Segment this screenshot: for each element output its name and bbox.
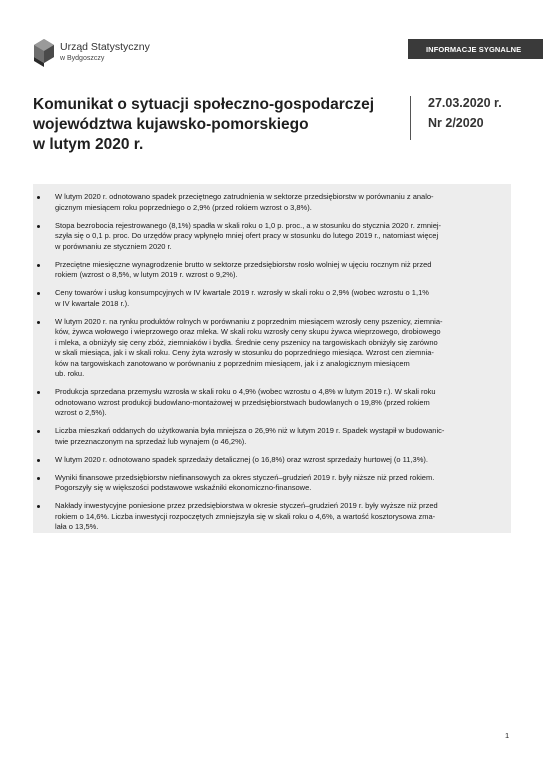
bullet-icon <box>37 391 40 394</box>
logo-text-line2: w Bydgoszczy <box>60 55 105 62</box>
list-item: Przeciętne miesięczne wynagrodzenie brutto w sektorze przedsiębiorstw rosło wolniej w ujęciu rocznym niż przed rokiem (wzrost o 8,5%, w lutym 2019 r. wzrost o 9,2%). <box>33 260 511 281</box>
list-item: W lutym 2020 r. odnotowano spadek sprzedaży detalicznej (o 16,8%) oraz wzrost sprzedaży hurtowej (o 11,3%). <box>33 455 511 466</box>
issue-number: Nr 2/2020 <box>428 116 484 130</box>
publication-date: 27.03.2020 r. <box>428 96 502 110</box>
list-item: Ceny towarów i usług konsumpcyjnych w IV kwartale 2019 r. wzrosły w skali roku o 2,9% (wobec wzrostu o 1,1% w IV kwartale 2018 r.). <box>33 288 511 309</box>
title-line-1: Komunikat o sytuacji społeczno-gospodarczej <box>33 96 375 113</box>
logo-icon <box>33 38 55 68</box>
title-line-2: województwa kujawsko-pomorskiego <box>33 116 309 133</box>
list-item: Produkcja sprzedana przemysłu wzrosła w skali roku o 4,9% (wobec wzrostu o 4,8% w lutym 2019 r.). W skali roku odnotowano wzrost produkcji budowlano-montażowej w przedsiębiorstwach budowlanych o 19,8% (przed rokiem wzrost o 2,5%). <box>33 387 511 419</box>
logo <box>33 38 183 74</box>
list-item: Wyniki finansowe przedsiębiorstw niefinansowych za okres styczeń–grudzień 2019 r. były niższe niż przed rokiem. Pogorszyły się w większości podstawowe wskaźniki ekonomiczno-finansowe. <box>33 473 511 494</box>
list-item: W lutym 2020 r. na rynku produktów rolnych w porównaniu z poprzednim miesiącem wzrosły ceny pszenicy, ziemnia- ków, żywca wołowego i wieprzowego oraz mleka. W skali roku wzrosły ceny skupu żywca wieprzowego, drobiowego i mleka, a obniżyły się ceny zbóż, ziemniaków i bydła. Średnie ceny pszenicy na targowiskach obniżyły się zarówno w skali miesiąca, jak i w skali roku. Ceny żyta wzrosły w stosunku do poprzedniego miesiąca. Wzrost cen ziemnia- ków na targowiskach zanotowano w porównaniu z poprzednim miesiącem, jak i z analogicznym miesiącem ub. roku. <box>33 317 511 380</box>
bullet-icon <box>37 321 40 324</box>
page-number: 1 <box>505 731 510 740</box>
header-tag: INFORMACJE SYGNALNE <box>408 39 543 59</box>
bullet-icon <box>37 505 40 508</box>
bullet-icon <box>37 292 40 295</box>
bullet-icon <box>37 264 40 267</box>
bullet-icon <box>37 430 40 433</box>
logo-text-line1: Urząd Statystyczny <box>60 41 150 53</box>
page-title <box>33 95 393 155</box>
bullet-icon <box>37 196 40 199</box>
summary-list <box>33 192 511 540</box>
list-item: W lutym 2020 r. odnotowano spadek przeciętnego zatrudnienia w sektorze przedsiębiorstw w porównaniu z analo- gicznym miesiącem roku poprzedniego o 2,9% (przed rokiem wzrost o 3,8%). <box>33 192 511 213</box>
bullet-icon <box>37 459 40 462</box>
list-item: Nakłady inwestycyjne poniesione przez przedsiębiorstwa w okresie styczeń–grudzień 2019 r. były wyższe niż przed rokiem o 14,6%. Liczba inwestycji rozpoczętych zmniejszyła się w skali roku o 4,6%, a wartość kosztorysowa zma- lała o 13,5%. <box>33 501 511 533</box>
bullet-icon <box>37 225 40 228</box>
list-item: Stopa bezrobocia rejestrowanego (8,1%) spadła w skali roku o 1,0 p. proc., a w stosunku do stycznia 2020 r. zmniej- szyła się o 0,1 p. proc. Do urzędów pracy wpłynęło mniej ofert pracy w stosunku do lutego 2019 r., natomiast więcej w porównaniu ze styczniem 2020 r. <box>33 221 511 253</box>
title-line-3: w lutym 2020 r. <box>33 136 144 153</box>
bullet-icon <box>37 477 40 480</box>
list-item: Liczba mieszkań oddanych do użytkowania była mniejsza o 26,9% niż w lutym 2019 r. Spadek wystąpił w budowanic- twie przeznaczonym na sprzedaż lub wynajem (o 46,2%). <box>33 426 511 447</box>
title-divider <box>410 96 411 140</box>
